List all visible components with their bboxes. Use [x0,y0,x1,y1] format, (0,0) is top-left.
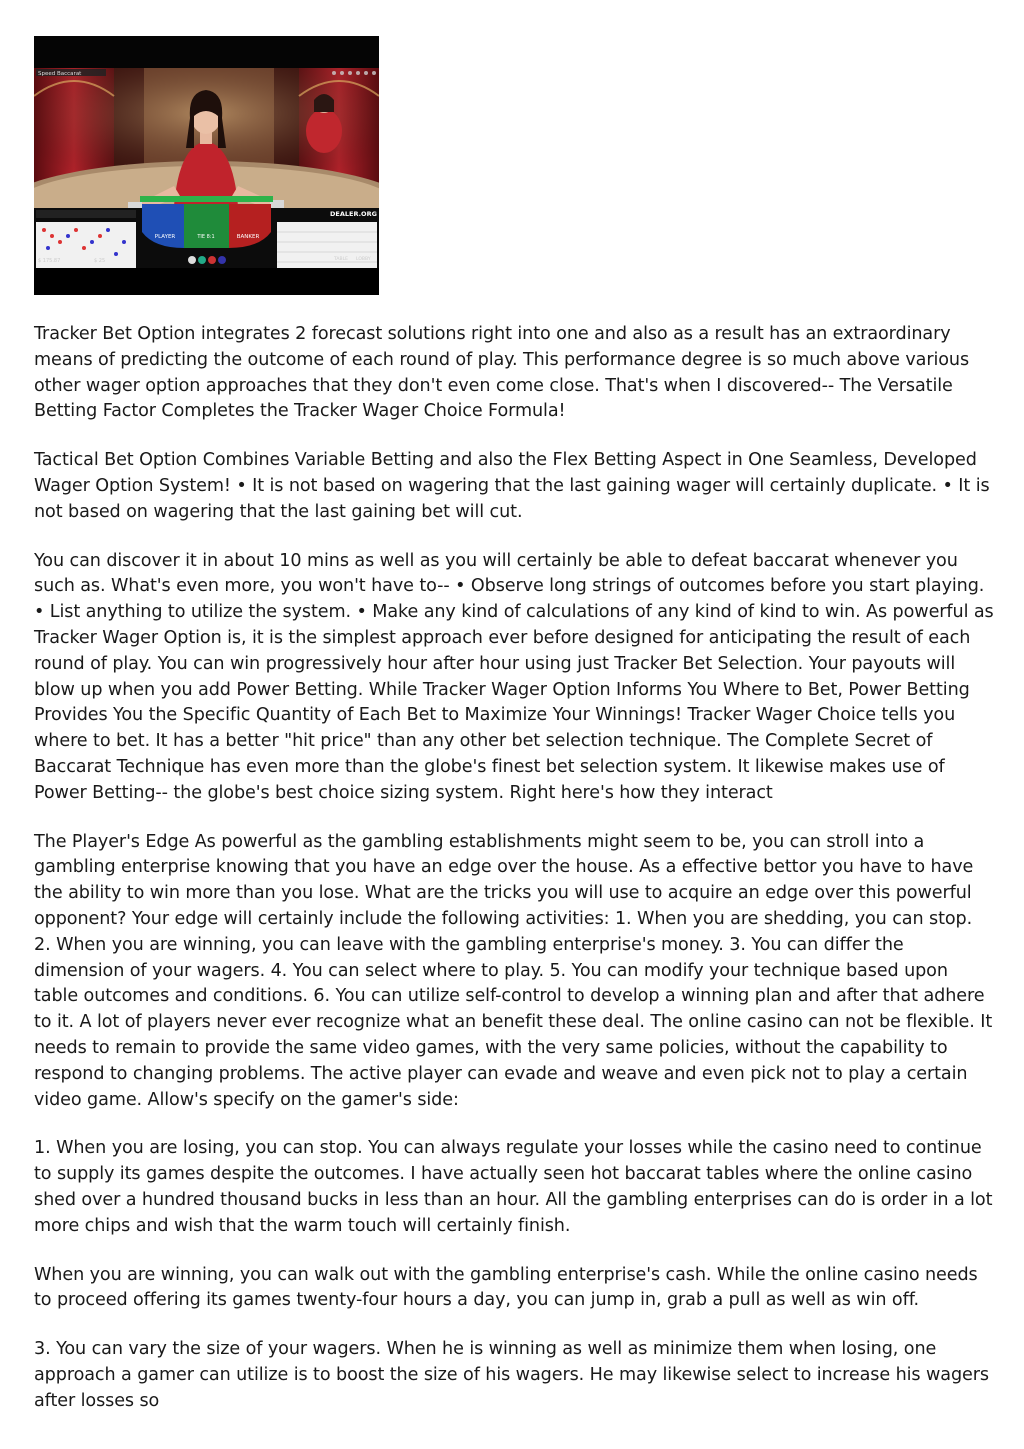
article-paragraph: Tactical Bet Option Combines Variable Betting and also the Flex Betting Aspect in One Seamless, Developed Wager Option System! • It is not based on wagering that the last gaining wager will certainly duplicate. • It is not based on wagering that the last gaining bet will cut. [34,450,990,522]
live-baccarat-scene-image [34,36,379,295]
table-title-text: Speed Baccarat [38,71,82,77]
tie-label: TIE 8:1 [197,234,215,240]
article-paragraph: The Player's Edge As powerful as the gambling establishments might seem to be, you can stroll into a gambling enterprise knowing that you have an edge over the house. As a effective bettor you have to have the ability to win more than you lose. What are the tricks you will use to acquire an edge over this powerful opponent? Your edge will certainly include the following activities: 1. When you are shedding, you can stop. 2. When you are winning, you can leave with the gambling enterprise's money. 3. You can differ the dimension of your wagers. 4. You can select where to play. 5. You can modify your technique based upon table outcomes and conditions. 6. You can utilize self-control to develop a winning plan and after that adhere to it. A lot of players never ever recognize what an benefit these deal. The online casino can not be flexible. It needs to remain to provide the same video games, with the very same policies, without the capability to respond to changing problems. The active player can evade and weave and even pick not to play a certain video game. Allow's specify on the gamer's side: [34,831,993,1110]
article-paragraph: 3. You can vary the size of your wagers. When he is winning as well as minimize them when losing, one approach a gamer can utilize is to boost the size of his wagers. He may likewise select to increase his wagers after losses so [34,1339,989,1411]
bet-readout: $ 25 [94,258,106,264]
article-paragraph: When you are winning, you can walk out with the gambling enterprise's cash. While the online casino needs to proceed offering its games twenty-four hours a day, you can jump in, grab a pull as well as win off. [34,1264,978,1311]
balance-readout: $ 175.87 [38,258,61,264]
table-button[interactable]: TABLE [334,257,348,262]
tie-bet-spot[interactable] [184,204,229,248]
article-paragraph: 1. When you are losing, you can stop. You can always regulate your losses while the casino need to continue to supply its games despite the outcomes. I have actually seen hot baccarat tables where the online casino shed over a hundred thousand bucks in less than an hour. All the gambling enterprises can do is order in a lot more chips and wish that the warm touch will certainly finish. [34,1138,993,1236]
dealer-brand-logo: DEALER.ORG [330,210,377,218]
article-paragraph: Tracker Bet Option integrates 2 forecast solutions right into one and also as a result has an extraordinary means of predicting the outcome of each round of play. This performance degree is so much above various other wager option approaches that they don't even come close. That's when I discovered-- The Versatile Betting Factor Completes the Tracker Wager Choice Formula! [34,324,970,422]
lobby-button[interactable]: LOBBY [356,257,371,262]
player-label: PLAYER [154,234,176,240]
casino-video-thumbnail [34,36,379,295]
article-body [34,322,994,1437]
banker-label: BANKER [236,234,260,240]
article-paragraph: You can discover it in about 10 mins as well as you will certainly be able to defeat baccarat whenever you such as. What's even more, you won't have to-- • Observe long strings of outcomes before you start playing. • List anything to utilize the system. • Make any kind of calculations of any kind of kind to win. As powerful as Tracker Wager Option is, it is the simplest approach ever before designed for anticipating the result of each round of play. You can win progressively hour after hour using just Tracker Bet Selection. Your payouts will blow up when you add Power Betting. While Tracker Wager Option Informs You Where to Bet, Power Betting Provides You the Specific Quantity of Each Bet to Maximize Your Winnings! Tracker Wager Choice tells you where to bet. It has a better "hit price" than any other bet selection technique. The Complete Secret of Baccarat Technique has even more than the globe's finest bet selection system. It likewise makes use of Power Betting-- the globe's best choice sizing system. Right here's how they interact [34,550,994,803]
